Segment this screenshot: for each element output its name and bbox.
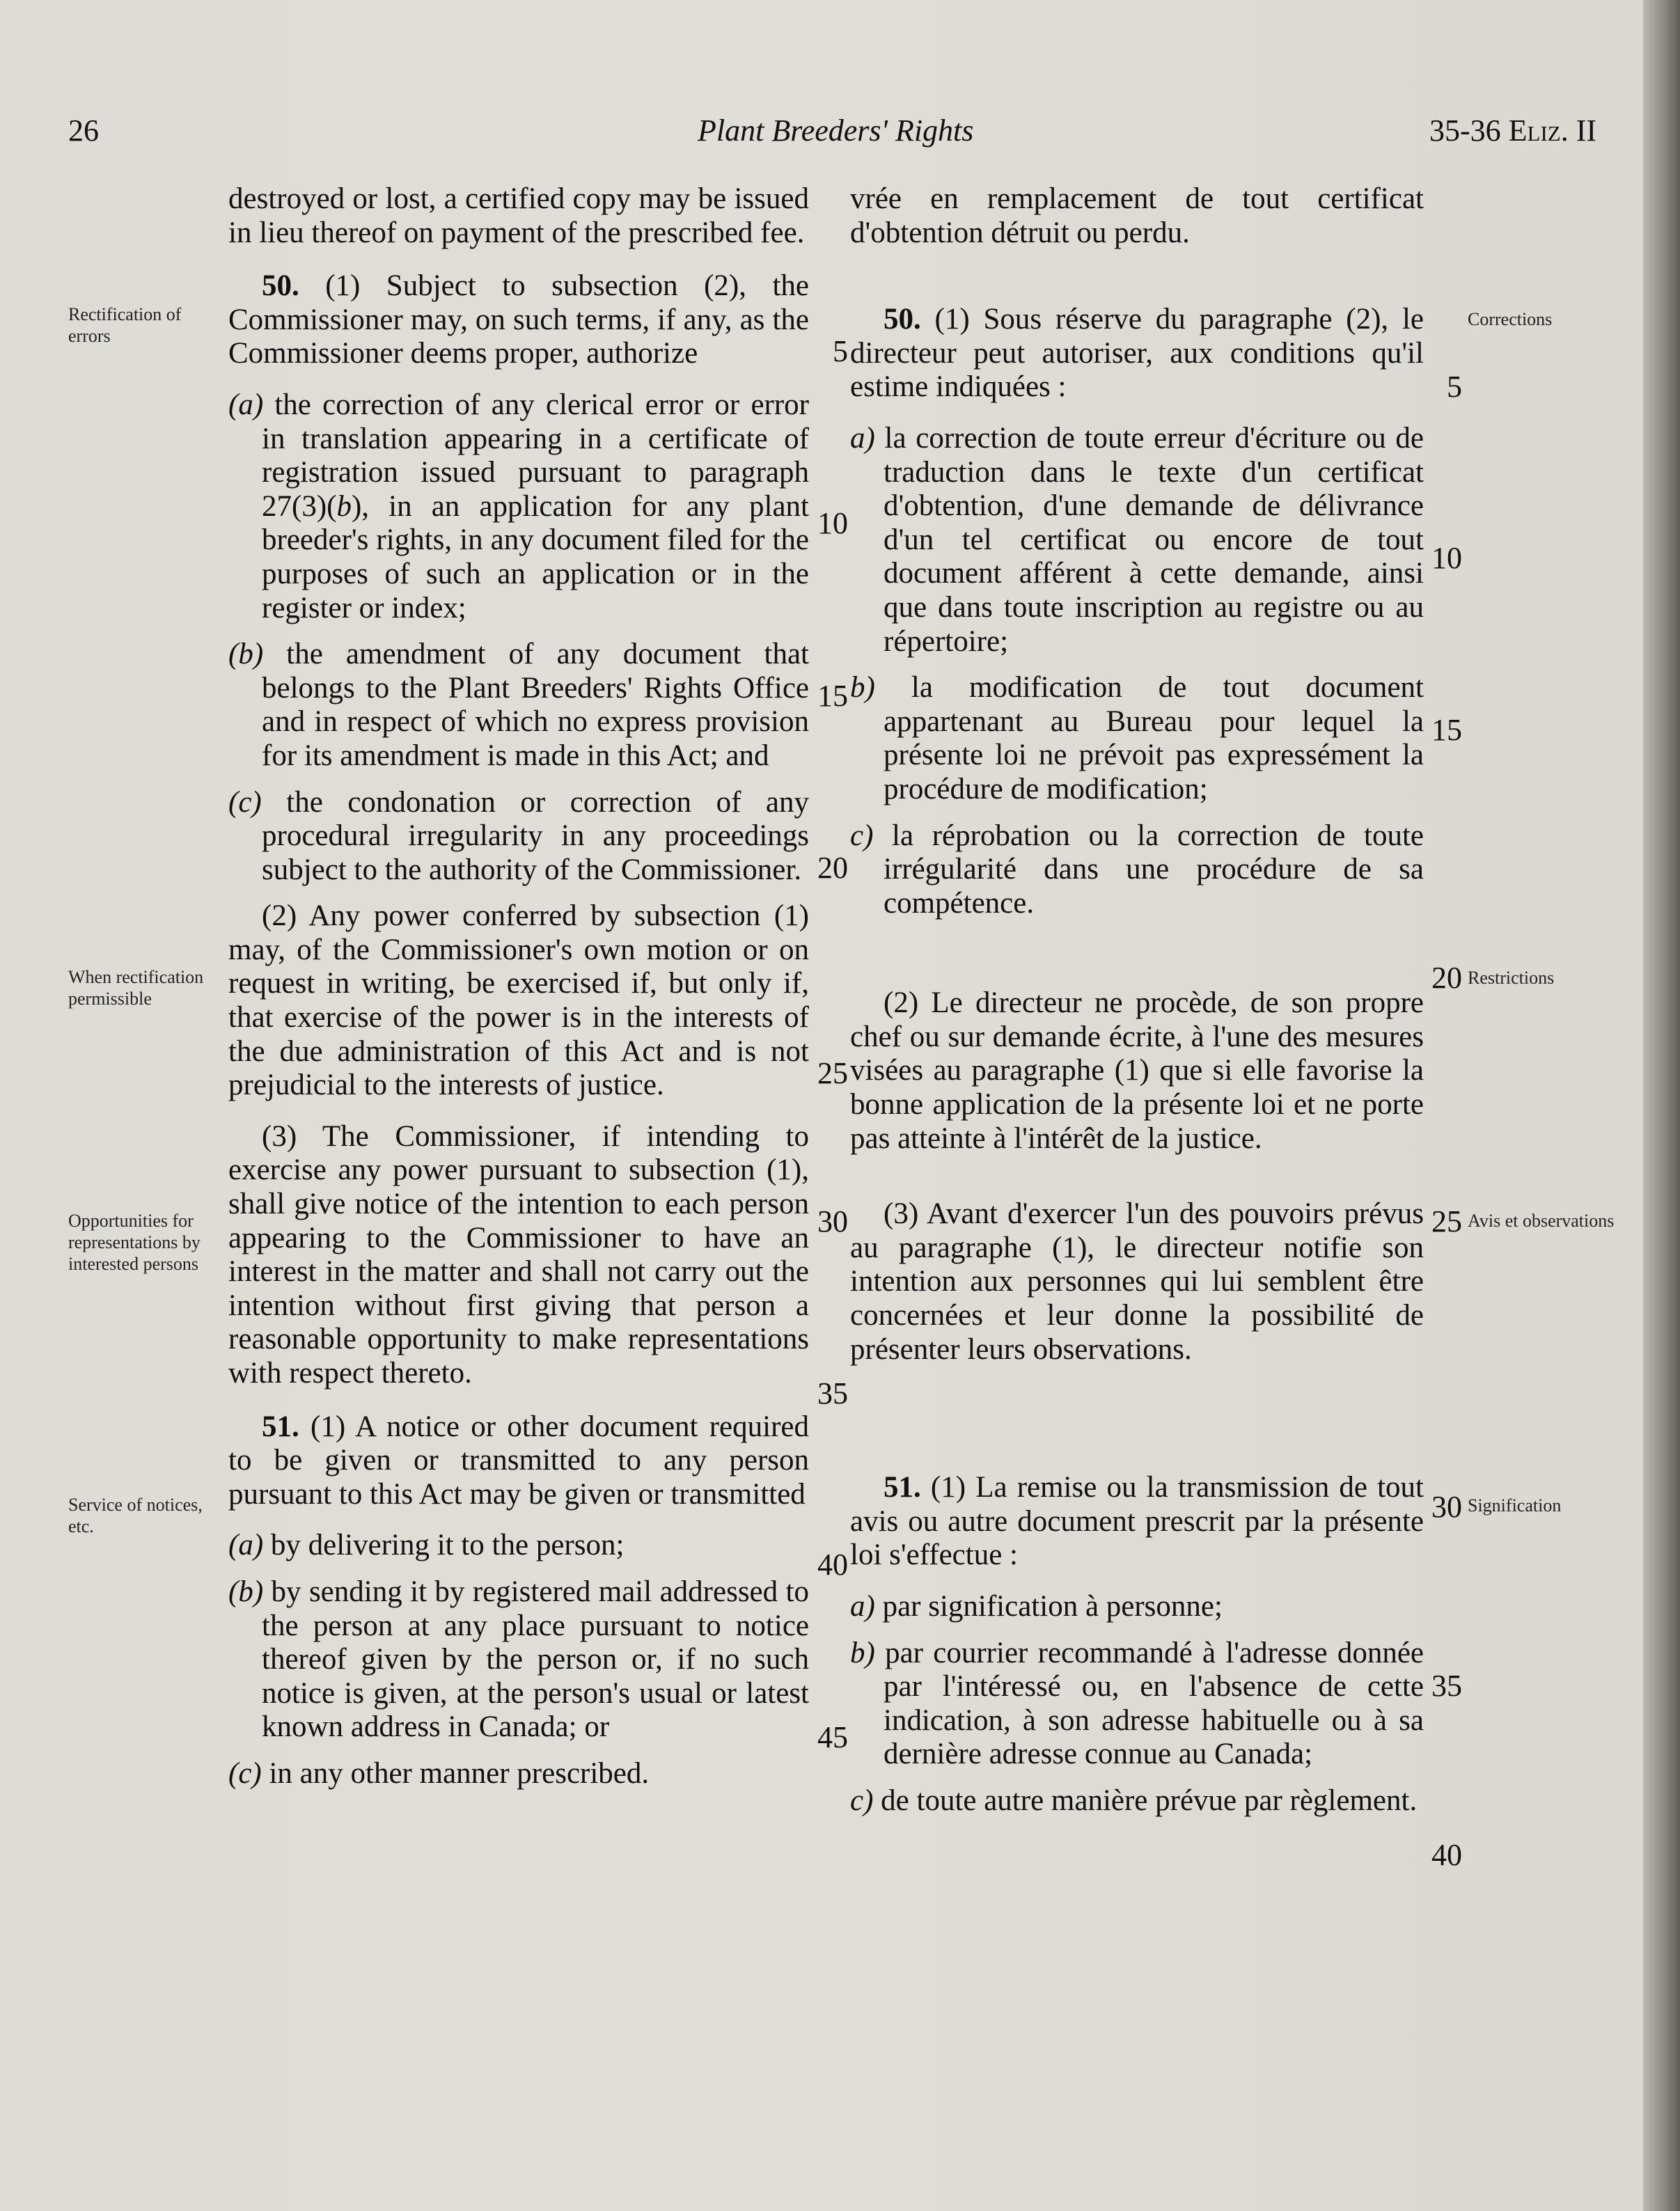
item-label: c) xyxy=(850,819,874,852)
english-section-51-1 xyxy=(228,1410,809,1512)
french-section-50-1 xyxy=(850,303,1424,404)
french-section-51-1 xyxy=(850,1471,1424,1573)
english-section-50-1 xyxy=(228,269,809,371)
section-number: 50. xyxy=(262,269,299,303)
item-label: b) xyxy=(850,1636,875,1669)
line-number: 35 xyxy=(1431,1669,1462,1703)
line-number: 20 xyxy=(817,851,848,885)
item-text: par courrier recommandé à l'adresse donnée par l'intéressé ou, en l'absence de cette indication, à son adresse habituelle ou à sa dernière adresse connue au Canada; xyxy=(874,1636,1424,1771)
item-text-emphasis: b xyxy=(336,489,352,523)
regnal-year: 35-36 Eliz. II xyxy=(1429,113,1597,148)
margin-note-when-permissible: When rectification permissible xyxy=(68,967,204,1009)
item-text: the amendment of any document that belongs to the Plant Breeders' Rights Office and in respect of which no express provision for its amendment is made in this Act; and xyxy=(262,638,809,772)
item-text: by sending it by registered mail addressed to the person at any place pursuant to notice thereof given by the person or, if no such notice is given, at the person's usual or latest known address in Canada; or xyxy=(262,1575,809,1744)
item-label: (b) xyxy=(228,638,264,671)
english-item-a xyxy=(228,388,809,625)
section-number: 50. xyxy=(884,303,921,336)
french-section-50-2: (2) Le directeur ne procède, de son propre chef ou sur demande écrite, à l'une des mesures visées au paragraphe (1) que si elle favorise la bonne application de la présente loi et ne porte pas atteinte à l'intérêt de la justice. xyxy=(850,986,1424,1155)
item-text: by delivering it to the person; xyxy=(263,1529,625,1562)
line-number: 40 xyxy=(1431,1838,1462,1872)
margin-note-opportunities: Opportunities for representations by interested persons xyxy=(68,1211,201,1274)
section-text: (1) Sous réserve du paragraphe (2), le directeur peut autoriser, aux conditions qu'il estime indiquées : xyxy=(850,303,1424,404)
english-item-b xyxy=(228,1575,809,1745)
line-number: 5 xyxy=(833,334,848,368)
item-text: the correction of any clerical error or error in translation appearing in a certificate of registration issued pursuant to paragraph 27(3)( xyxy=(262,388,809,523)
item-label: c) xyxy=(850,1784,874,1817)
item-label: b) xyxy=(850,671,875,705)
margin-note-rectification: Rectification of errors xyxy=(68,304,182,346)
english-item-c xyxy=(228,786,809,888)
french-item-a xyxy=(850,422,1424,659)
section-text: (1) Subject to subsection (2), the Commissioner may, on such terms, if any, as the Commissioner deems proper, authorize xyxy=(228,269,809,370)
section-number: 51. xyxy=(262,1410,299,1443)
item-text: la réprobation ou la correction de toute irrégularité dans une procédure de sa compétence. xyxy=(873,819,1424,920)
french-item-c xyxy=(850,819,1424,921)
french-item-b xyxy=(850,1637,1424,1772)
line-number: 20 xyxy=(1431,961,1462,995)
english-continuation: destroyed or lost, a certified copy may be issued in lieu thereof on payment of the prescribed fee. xyxy=(228,182,809,249)
line-number: 25 xyxy=(1431,1204,1462,1238)
english-section-50-3: (3) The Commissioner, if intending to exercise any power pursuant to subsection (1), shall give notice of the intention to each person appearing to the Commissioner to have an interest in the matter and shall not carry out the intention without first giving that person a reasonable opportunity to make representations with respect thereto. xyxy=(228,1119,809,1390)
margin-note-restrictions: Restrictions xyxy=(1468,968,1555,988)
margin-note-avis: Avis et observations xyxy=(1468,1211,1615,1231)
page-number: 26 xyxy=(68,113,99,148)
line-number: 30 xyxy=(1431,1490,1462,1524)
item-text: la correction de toute erreur d'écriture ou de traduction dans le texte d'un certificat d'obtention, d'une demande de délivrance d'un tel certificat ou encore de tout document afférent à cette demande, ainsi que dans toute inscription au registre ou au répertoire; xyxy=(874,421,1424,658)
english-item-a xyxy=(228,1529,809,1563)
line-number: 15 xyxy=(1431,713,1462,747)
margin-note-signification: Signification xyxy=(1468,1495,1562,1516)
item-label: a) xyxy=(850,421,875,455)
french-item-a xyxy=(850,1590,1424,1624)
line-number: 15 xyxy=(817,679,848,713)
english-item-c xyxy=(228,1757,809,1791)
item-text: the condonation or correction of any procedural irregularity in any proceedings subject to the authority of the Commissioner. xyxy=(261,785,809,886)
item-label: a) xyxy=(850,1590,875,1623)
line-number: 40 xyxy=(817,1548,848,1582)
item-label: (c) xyxy=(228,785,262,819)
english-column xyxy=(228,182,809,1804)
french-column xyxy=(850,182,1424,1831)
item-text: la modification de tout document appartenant au Bureau pour lequel la présente loi ne prévoit pas expressément la procédure de modification; xyxy=(874,671,1424,805)
line-number: 5 xyxy=(1447,370,1462,404)
item-label: (a) xyxy=(228,388,264,421)
line-number: 10 xyxy=(817,506,848,540)
book-spine-shadow xyxy=(1643,0,1680,2211)
item-label: (a) xyxy=(228,1529,264,1562)
line-number: 30 xyxy=(817,1204,848,1238)
item-text: ), in an application for any plant breeder's rights, in any document filed for the purposes of such an application or in the register or index; xyxy=(262,489,809,624)
item-label: (b) xyxy=(228,1575,264,1608)
english-item-b xyxy=(228,638,809,773)
french-item-c xyxy=(850,1784,1424,1818)
margin-note-service: Service of notices, etc. xyxy=(68,1495,203,1536)
item-label: (c) xyxy=(228,1756,262,1790)
line-number: 10 xyxy=(1431,541,1462,575)
item-text: de toute autre manière prévue par règlement. xyxy=(873,1784,1418,1817)
item-text: par signification à personne; xyxy=(874,1590,1223,1623)
item-text: in any other manner prescribed. xyxy=(261,1756,650,1790)
running-title: Plant Breeders' Rights xyxy=(698,113,974,148)
line-number: 35 xyxy=(817,1376,848,1410)
margin-note-corrections: Corrections xyxy=(1468,309,1553,329)
french-section-50-3: (3) Avant d'exercer l'un des pouvoirs prévus au paragraphe (1), le directeur notifie son intention aux personnes qui lui semblent être concernées et leur donne la possibilité de présenter leurs observations. xyxy=(850,1197,1424,1366)
section-text: (1) A notice or other document required to be given or transmitted to any person pursuant to this Act may be given or transmitted xyxy=(228,1410,809,1511)
line-number: 25 xyxy=(817,1056,848,1090)
french-continuation: vrée en remplacement de tout certificat d'obtention détruit ou perdu. xyxy=(850,182,1424,249)
section-number: 51. xyxy=(884,1471,921,1504)
line-number: 45 xyxy=(817,1720,848,1754)
english-section-50-2: (2) Any power conferred by subsection (1) may, of the Commissioner's own motion or on request in writing, be exercised if, but only if, that exercise of the power is in the interests of the due administration of this Act and is not prejudicial to the interests of justice. xyxy=(228,899,809,1102)
french-item-b xyxy=(850,671,1424,806)
section-text: (1) La remise ou la transmission de tout avis ou autre document prescrit par la présente loi s'effectue : xyxy=(850,1471,1424,1572)
